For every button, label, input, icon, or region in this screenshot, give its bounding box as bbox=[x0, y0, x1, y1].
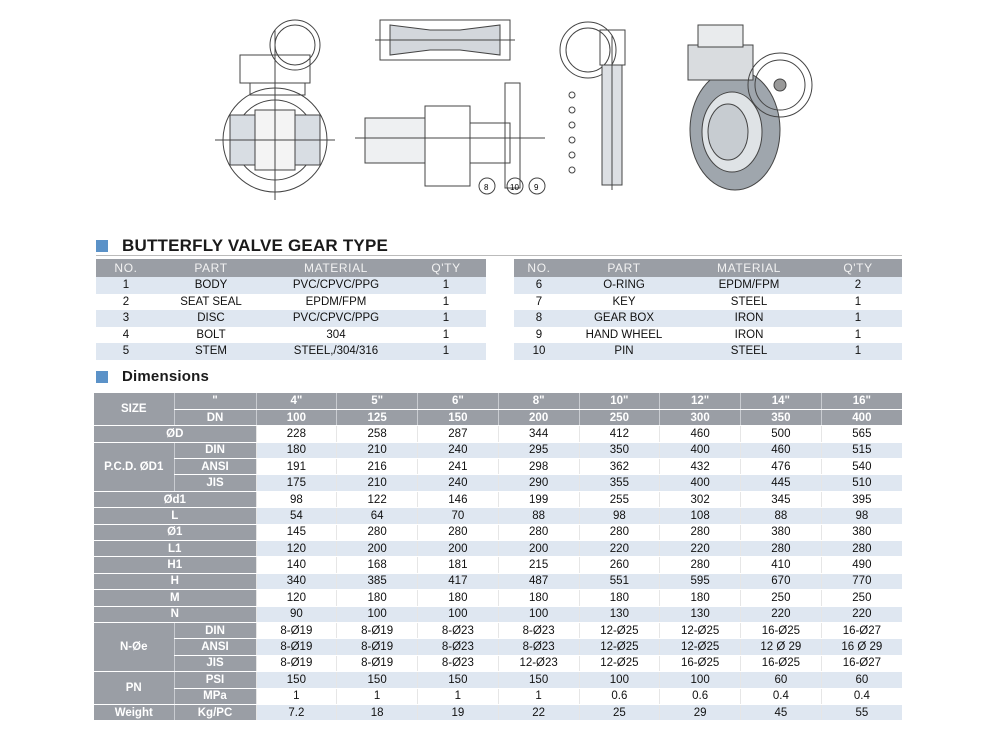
value-cell: 122 bbox=[337, 491, 418, 507]
value-cell: 417 bbox=[418, 573, 499, 589]
value-cell: 220 bbox=[660, 541, 741, 557]
value-cell: 8-Ø23 bbox=[498, 639, 579, 655]
row-label: N bbox=[94, 606, 256, 622]
table-row bbox=[94, 672, 902, 688]
col-material: MATERIAL bbox=[266, 259, 406, 277]
value-cell: 8-Ø19 bbox=[337, 639, 418, 655]
table-row: 10 PIN STEEL 1 bbox=[514, 343, 902, 360]
size-dn-cell: 100 bbox=[256, 409, 337, 425]
callout-9: 9 bbox=[534, 183, 539, 192]
value-cell: 12-Ø25 bbox=[660, 622, 741, 638]
value-cell: 210 bbox=[337, 475, 418, 491]
value-cell: 220 bbox=[821, 606, 902, 622]
value-cell: 100 bbox=[579, 672, 660, 688]
value-cell: 340 bbox=[256, 573, 337, 589]
value-cell: 8-Ø23 bbox=[498, 622, 579, 638]
row-label: H bbox=[94, 573, 256, 589]
table-row bbox=[94, 459, 902, 475]
value-cell: 100 bbox=[498, 606, 579, 622]
value-cell: 302 bbox=[660, 491, 741, 507]
value-cell: 88 bbox=[741, 508, 822, 524]
value-cell: 90 bbox=[256, 606, 337, 622]
value-cell: 64 bbox=[337, 508, 418, 524]
table-row: 2 SEAT SEAL EPDM/FPM 1 bbox=[96, 294, 486, 311]
value-cell: 16-Ø25 bbox=[741, 622, 822, 638]
value-cell: 120 bbox=[256, 590, 337, 606]
value-cell: 180 bbox=[660, 590, 741, 606]
value-cell: 487 bbox=[498, 573, 579, 589]
table-row bbox=[94, 541, 902, 557]
table-row bbox=[94, 475, 902, 491]
value-cell: 460 bbox=[741, 442, 822, 458]
table-row bbox=[94, 655, 902, 671]
value-cell: 8-Ø19 bbox=[256, 655, 337, 671]
callout-10: 10 bbox=[510, 183, 519, 192]
value-cell: 250 bbox=[821, 590, 902, 606]
value-cell: 55 bbox=[821, 704, 902, 720]
value-cell: 98 bbox=[256, 491, 337, 507]
value-cell: 280 bbox=[660, 524, 741, 540]
table-row: 9 HAND WHEEL IRON 1 bbox=[514, 327, 902, 344]
value-cell: 200 bbox=[418, 541, 499, 557]
value-cell: 16-Ø25 bbox=[741, 655, 822, 671]
value-cell: 120 bbox=[256, 541, 337, 557]
table-row: 7 KEY STEEL 1 bbox=[514, 294, 902, 311]
value-cell: 241 bbox=[418, 459, 499, 475]
value-cell: 16-Ø25 bbox=[660, 655, 741, 671]
value-cell: 199 bbox=[498, 491, 579, 507]
callout-8: 8 bbox=[484, 183, 489, 192]
value-cell: 12 Ø 29 bbox=[741, 639, 822, 655]
row-label: Ød1 bbox=[94, 491, 256, 507]
table-row: 4 BOLT 304 1 bbox=[96, 327, 486, 344]
value-cell: 12-Ø25 bbox=[579, 622, 660, 638]
dimensions-title: Dimensions bbox=[122, 368, 210, 385]
row-sub-label: JIS bbox=[174, 655, 256, 671]
value-cell: 380 bbox=[741, 524, 822, 540]
value-cell: 180 bbox=[418, 590, 499, 606]
table-row: 6 O-RING EPDM/FPM 2 bbox=[514, 277, 902, 294]
value-cell: 670 bbox=[741, 573, 822, 589]
value-cell: 168 bbox=[337, 557, 418, 573]
value-cell: 98 bbox=[821, 508, 902, 524]
value-cell: 500 bbox=[741, 426, 822, 442]
size-dn-cell: 250 bbox=[579, 409, 660, 425]
table-row bbox=[94, 524, 902, 540]
size-label: SIZE bbox=[94, 393, 174, 426]
table-row bbox=[94, 426, 902, 442]
value-cell: 400 bbox=[660, 442, 741, 458]
value-cell: 515 bbox=[821, 442, 902, 458]
value-cell: 240 bbox=[418, 475, 499, 491]
value-cell: 22 bbox=[498, 704, 579, 720]
value-cell: 180 bbox=[498, 590, 579, 606]
table-row bbox=[94, 491, 902, 507]
size-inch-cell: 10" bbox=[579, 393, 660, 409]
value-cell: 280 bbox=[741, 541, 822, 557]
value-cell: 287 bbox=[418, 426, 499, 442]
value-cell: 280 bbox=[579, 524, 660, 540]
size-inch-cell: 4" bbox=[256, 393, 337, 409]
section-heading-dimensions bbox=[96, 368, 209, 385]
value-cell: 16-Ø27 bbox=[821, 655, 902, 671]
value-cell: 770 bbox=[821, 573, 902, 589]
value-cell: 476 bbox=[741, 459, 822, 475]
value-cell: 8-Ø23 bbox=[418, 622, 499, 638]
col-no: NO. bbox=[96, 259, 156, 277]
value-cell: 432 bbox=[660, 459, 741, 475]
value-cell: 12-Ø25 bbox=[579, 655, 660, 671]
row-sub-label: DIN bbox=[174, 442, 256, 458]
value-cell: 0.4 bbox=[821, 688, 902, 704]
value-cell: 19 bbox=[418, 704, 499, 720]
inch-label: " bbox=[174, 393, 256, 409]
technical-drawings bbox=[0, 0, 1000, 230]
value-cell: 108 bbox=[660, 508, 741, 524]
size-inch-cell: 8" bbox=[498, 393, 579, 409]
row-sub-label: PSI bbox=[174, 672, 256, 688]
value-cell: 150 bbox=[337, 672, 418, 688]
value-cell: 280 bbox=[660, 557, 741, 573]
value-cell: 1 bbox=[498, 688, 579, 704]
table-row: 1 BODY PVC/CPVC/PPG 1 bbox=[96, 277, 486, 294]
row-sub-label: ANSI bbox=[174, 459, 256, 475]
value-cell: 12-Ø25 bbox=[579, 639, 660, 655]
value-cell: 565 bbox=[821, 426, 902, 442]
value-cell: 540 bbox=[821, 459, 902, 475]
row-group-label: PN bbox=[94, 672, 174, 705]
value-cell: 0.4 bbox=[741, 688, 822, 704]
value-cell: 29 bbox=[660, 704, 741, 720]
value-cell: 146 bbox=[418, 491, 499, 507]
value-cell: 290 bbox=[498, 475, 579, 491]
value-cell: 25 bbox=[579, 704, 660, 720]
dn-label: DN bbox=[174, 409, 256, 425]
value-cell: 191 bbox=[256, 459, 337, 475]
value-cell: 280 bbox=[337, 524, 418, 540]
value-cell: 8-Ø19 bbox=[256, 639, 337, 655]
value-cell: 140 bbox=[256, 557, 337, 573]
dimensions-body bbox=[94, 426, 902, 721]
value-cell: 145 bbox=[256, 524, 337, 540]
row-label: L1 bbox=[94, 541, 256, 557]
row-sub-label: Kg/PC bbox=[174, 704, 256, 720]
size-dn-cell: 300 bbox=[660, 409, 741, 425]
value-cell: 551 bbox=[579, 573, 660, 589]
value-cell: 8-Ø23 bbox=[418, 655, 499, 671]
size-inch-cell: 14" bbox=[741, 393, 822, 409]
size-inch-cell: 5" bbox=[337, 393, 418, 409]
table-row bbox=[94, 573, 902, 589]
value-cell: 130 bbox=[579, 606, 660, 622]
col-qty: Q'TY bbox=[406, 259, 486, 277]
value-cell: 362 bbox=[579, 459, 660, 475]
table-row: 3 DISC PVC/CPVC/PPG 1 bbox=[96, 310, 486, 327]
col-material: MATERIAL bbox=[684, 259, 814, 277]
value-cell: 460 bbox=[660, 426, 741, 442]
value-cell: 1 bbox=[337, 688, 418, 704]
value-cell: 355 bbox=[579, 475, 660, 491]
value-cell: 16 Ø 29 bbox=[821, 639, 902, 655]
size-dn-cell: 200 bbox=[498, 409, 579, 425]
size-dn-cell: 350 bbox=[741, 409, 822, 425]
row-sub-label: DIN bbox=[174, 622, 256, 638]
value-cell: 12-Ø23 bbox=[498, 655, 579, 671]
isometric-view-drawing bbox=[670, 0, 820, 200]
size-dn-cell: 400 bbox=[821, 409, 902, 425]
row-group-label: P.C.D. ØD1 bbox=[94, 442, 174, 491]
value-cell: 280 bbox=[498, 524, 579, 540]
value-cell: 0.6 bbox=[660, 688, 741, 704]
value-cell: 280 bbox=[418, 524, 499, 540]
heading-square-icon bbox=[96, 240, 108, 252]
value-cell: 220 bbox=[741, 606, 822, 622]
size-inch-cell: 12" bbox=[660, 393, 741, 409]
size-dn-cell: 125 bbox=[337, 409, 418, 425]
value-cell: 255 bbox=[579, 491, 660, 507]
value-cell: 258 bbox=[337, 426, 418, 442]
value-cell: 175 bbox=[256, 475, 337, 491]
value-cell: 45 bbox=[741, 704, 822, 720]
value-cell: 490 bbox=[821, 557, 902, 573]
value-cell: 88 bbox=[498, 508, 579, 524]
value-cell: 8-Ø19 bbox=[337, 655, 418, 671]
col-part: PART bbox=[156, 259, 266, 277]
value-cell: 280 bbox=[821, 541, 902, 557]
table-row bbox=[94, 508, 902, 524]
row-sub-label: ANSI bbox=[174, 639, 256, 655]
col-no: NO. bbox=[514, 259, 564, 277]
value-cell: 16-Ø27 bbox=[821, 622, 902, 638]
page-title: BUTTERFLY VALVE GEAR TYPE bbox=[122, 236, 389, 255]
value-cell: 12-Ø25 bbox=[660, 639, 741, 655]
value-cell: 345 bbox=[741, 491, 822, 507]
row-label: Ø1 bbox=[94, 524, 256, 540]
value-cell: 445 bbox=[741, 475, 822, 491]
row-label: M bbox=[94, 590, 256, 606]
section-heading-parts bbox=[96, 236, 388, 256]
value-cell: 250 bbox=[741, 590, 822, 606]
value-cell: 410 bbox=[741, 557, 822, 573]
value-cell: 298 bbox=[498, 459, 579, 475]
value-cell: 216 bbox=[337, 459, 418, 475]
row-label: Weight bbox=[94, 704, 174, 720]
value-cell: 0.6 bbox=[579, 688, 660, 704]
value-cell: 260 bbox=[579, 557, 660, 573]
value-cell: 395 bbox=[821, 491, 902, 507]
value-cell: 18 bbox=[337, 704, 418, 720]
value-cell: 1 bbox=[256, 688, 337, 704]
value-cell: 228 bbox=[256, 426, 337, 442]
col-qty: Q'TY bbox=[814, 259, 902, 277]
value-cell: 344 bbox=[498, 426, 579, 442]
value-cell: 510 bbox=[821, 475, 902, 491]
value-cell: 54 bbox=[256, 508, 337, 524]
table-row: 8 GEAR BOX IRON 1 bbox=[514, 310, 902, 327]
parts-table-right bbox=[514, 259, 902, 360]
value-cell: 380 bbox=[821, 524, 902, 540]
value-cell: 200 bbox=[498, 541, 579, 557]
value-cell: 595 bbox=[660, 573, 741, 589]
value-cell: 150 bbox=[498, 672, 579, 688]
value-cell: 150 bbox=[418, 672, 499, 688]
row-label: H1 bbox=[94, 557, 256, 573]
value-cell: 200 bbox=[337, 541, 418, 557]
section-view-drawing bbox=[550, 0, 660, 200]
value-cell: 8-Ø19 bbox=[256, 622, 337, 638]
heading-square-icon bbox=[96, 371, 108, 383]
table-row bbox=[94, 622, 902, 638]
row-group-label: N-Øe bbox=[94, 622, 174, 671]
table-row bbox=[94, 688, 902, 704]
value-cell: 181 bbox=[418, 557, 499, 573]
table-row bbox=[94, 442, 902, 458]
value-cell: 220 bbox=[579, 541, 660, 557]
row-sub-label: MPa bbox=[174, 688, 256, 704]
value-cell: 180 bbox=[256, 442, 337, 458]
size-inch-cell: 6" bbox=[418, 393, 499, 409]
heading-divider bbox=[96, 255, 902, 256]
table-row bbox=[94, 704, 902, 720]
value-cell: 150 bbox=[256, 672, 337, 688]
value-cell: 412 bbox=[579, 426, 660, 442]
row-label: ØD bbox=[94, 426, 256, 442]
value-cell: 295 bbox=[498, 442, 579, 458]
value-cell: 100 bbox=[660, 672, 741, 688]
side-view-drawing bbox=[355, 78, 555, 218]
value-cell: 180 bbox=[579, 590, 660, 606]
table-row bbox=[94, 606, 902, 622]
value-cell: 385 bbox=[337, 573, 418, 589]
table-row bbox=[94, 557, 902, 573]
value-cell: 70 bbox=[418, 508, 499, 524]
size-inch-cell: 16" bbox=[821, 393, 902, 409]
value-cell: 180 bbox=[337, 590, 418, 606]
value-cell: 350 bbox=[579, 442, 660, 458]
value-cell: 240 bbox=[418, 442, 499, 458]
front-view-drawing bbox=[200, 0, 350, 220]
row-label: L bbox=[94, 508, 256, 524]
dimensions-table bbox=[94, 393, 902, 721]
table-row: 5 STEM STEEL,/304/316 1 bbox=[96, 343, 486, 360]
value-cell: 98 bbox=[579, 508, 660, 524]
value-cell: 215 bbox=[498, 557, 579, 573]
table-row bbox=[94, 590, 902, 606]
value-cell: 8-Ø19 bbox=[337, 622, 418, 638]
parts-table-left bbox=[96, 259, 486, 360]
row-sub-label: JIS bbox=[174, 475, 256, 491]
value-cell: 100 bbox=[418, 606, 499, 622]
value-cell: 60 bbox=[741, 672, 822, 688]
value-cell: 130 bbox=[660, 606, 741, 622]
value-cell: 210 bbox=[337, 442, 418, 458]
value-cell: 1 bbox=[418, 688, 499, 704]
value-cell: 60 bbox=[821, 672, 902, 688]
size-dn-cell: 150 bbox=[418, 409, 499, 425]
value-cell: 8-Ø23 bbox=[418, 639, 499, 655]
value-cell: 7.2 bbox=[256, 704, 337, 720]
value-cell: 400 bbox=[660, 475, 741, 491]
col-part: PART bbox=[564, 259, 684, 277]
table-row bbox=[94, 639, 902, 655]
top-view-drawing bbox=[370, 0, 520, 80]
value-cell: 100 bbox=[337, 606, 418, 622]
